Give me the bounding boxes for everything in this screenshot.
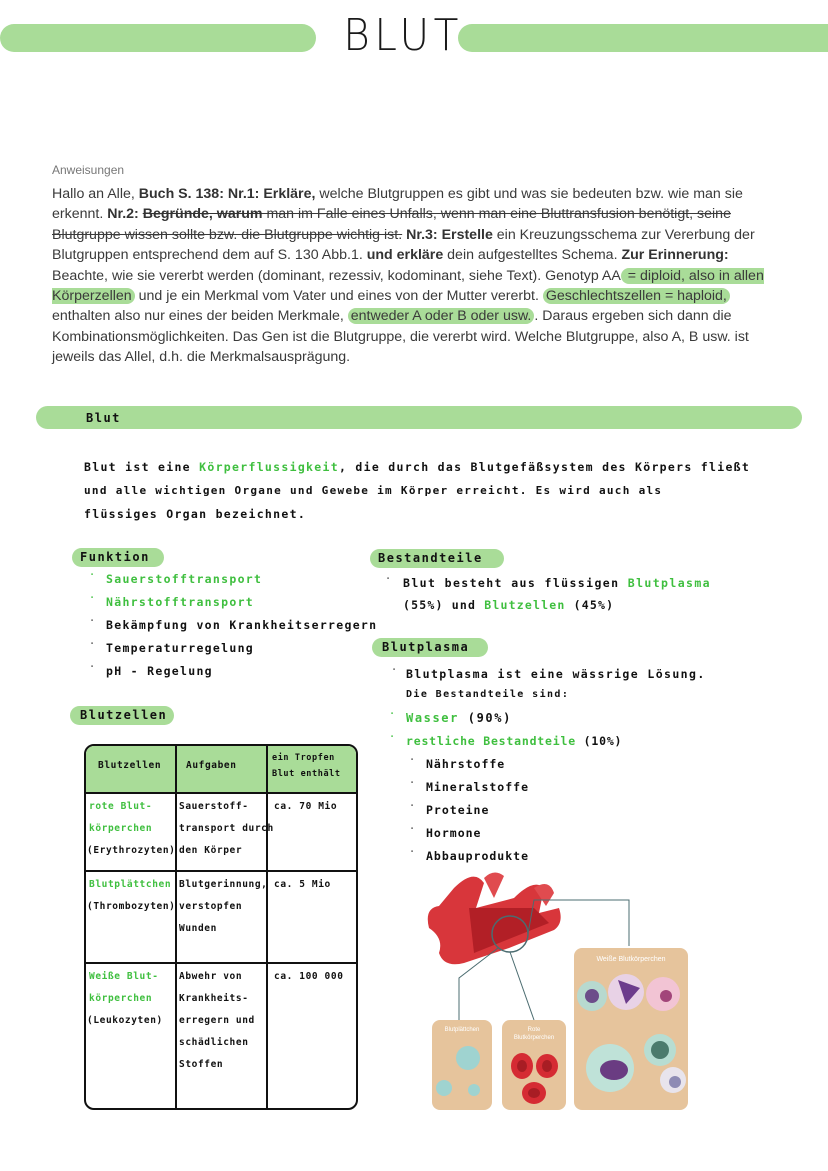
cell-count: ca. 100 000 (274, 971, 344, 982)
table-divider (86, 870, 356, 872)
cell-task: Sauerstoff- (179, 801, 249, 812)
blutplasma-title: Blutplasma (382, 640, 470, 654)
page-title: BLUT (343, 10, 464, 61)
bullet: · (390, 730, 395, 745)
plasma-subitem: Mineralstoffe (426, 780, 530, 794)
rest-line: restliche Bestandteile (10%) (406, 734, 623, 748)
header-bar-left (0, 24, 316, 52)
bullet: · (90, 568, 95, 583)
funktion-item: Sauerstofftransport (106, 572, 263, 586)
header-bar-right (458, 24, 828, 52)
table-header-cell: Blutzellen (98, 760, 162, 771)
table-header-cell: Aufgaben (186, 760, 237, 771)
highlight-haploid: Geschlechtszellen = haploid, (543, 288, 730, 304)
cell-count: ca. 5 Mio (274, 879, 331, 890)
cell-latin: (Leukozyten) (87, 1015, 163, 1026)
cell-task: transport durch (179, 823, 274, 834)
blutplasma-line-2: Die Bestandteile sind: (406, 689, 570, 700)
red-cells-label-2: Blutkörperchen (513, 1035, 555, 1041)
platelet-icon (456, 1046, 480, 1070)
cell-name: Weiße Blut- (89, 971, 159, 982)
cell-task: Stoffen (179, 1059, 224, 1070)
bullet: · (410, 822, 415, 837)
platelets-label: Blutplättchen (444, 1027, 480, 1033)
highlight-allele: entweder A oder B oder usw. (348, 308, 535, 324)
funktion-item: Temperaturregelung (106, 641, 255, 655)
table-divider (86, 962, 356, 964)
bullet: · (90, 614, 95, 629)
cell-task: den Körper (179, 845, 243, 856)
bullet: · (90, 591, 95, 606)
cell-task: schädlichen (179, 1037, 249, 1048)
intro-line-3: flüssiges Organ bezeichnet. (84, 507, 307, 521)
plasma-subitem: Abbauprodukte (426, 849, 530, 863)
bullet: · (410, 776, 415, 791)
bullet: · (90, 637, 95, 652)
cell-name: körperchen (89, 993, 153, 1004)
blutzellen-table (84, 744, 358, 1110)
wasser-line: Wasser (90%) (406, 711, 512, 725)
table-divider (86, 792, 356, 794)
bullet: · (386, 572, 391, 587)
cell-task: erregern und (179, 1015, 255, 1026)
bestandteile-line-1: Blut besteht aus flüssigen Blutplasma (403, 576, 711, 590)
cell-task: verstopfen (179, 901, 243, 912)
plasma-subitem: Hormone (426, 826, 482, 840)
cell-count: ca. 70 Mio (274, 801, 338, 812)
bestandteile-line-2: (55%) und Blutzellen (45%) (403, 598, 615, 612)
plasma-subitem: Proteine (426, 803, 490, 817)
bullet: · (410, 799, 415, 814)
plasma-subitem: Nährstoffe (426, 757, 506, 771)
cell-task: Abwehr von (179, 971, 243, 982)
blutplasma-line-1: Blutplasma ist eine wässrige Lösung. (406, 667, 706, 681)
instructions-text: Hallo an Alle, Buch S. 138: Nr.1: Erkläre, welche Blutgruppen es gibt und was sie bedeuten bzw. wie man sie erkennt. Nr.2: Begründe, warum man im Falle eines Unfalls, wenn man eine Bluttransfusion benötigt, seine Blutgruppe wissen sollte bzw. die Blutgruppe wichtig ist. Nr.3: Erstelle ein Kreuzungsschema zur Vererbung der Blutgruppen entsprechend dem auf S. 130 Abb.1. und erkläre dein aufgestelltes Schema. Zur Erinnerung: Beachte, wie sie vererbt werden (dominant, rezessiv, kodominant, siehe Text). Genotyp AA = diploid, also in allen Körperzellen und je ein Merkmal vom Vater und eines von der Mutter vererbt. Geschlechtszellen = haploid, enthalten also nur eines der beiden Merkmale, entweder A oder B oder usw. . Daraus ergeben sich dann die Kombinationsmöglichkeiten. Das Gen ist die Blutgruppe, die vererbt wird. Welche Blutgruppe, also A, B usw. ist jeweils das Allel, d.h. die Merkmalsausprägung. (52, 186, 764, 366)
cell-name: Blutplättchen (89, 879, 172, 890)
bestandteile-title: Bestandteile (378, 551, 483, 565)
bullet: · (410, 753, 415, 768)
platelet-icon (436, 1080, 452, 1096)
cell-task: Krankheits- (179, 993, 249, 1004)
funktion-title: Funktion (80, 550, 150, 564)
bullet: · (390, 707, 395, 722)
funktion-item: Bekämpfung von Krankheitserregern (106, 618, 378, 632)
intro-line-1: Blut ist eine Körperflussigkeit, die durch das Blutgefäßsystem des Körpers fließt (84, 460, 751, 474)
cell-latin: (Erythrozyten) (87, 845, 176, 856)
highlight-diploid: = diploid, also in allen Körperzellen (52, 267, 764, 305)
cell-name: rote Blut- (89, 801, 153, 812)
funktion-item: Nährstofftransport (106, 595, 255, 609)
cell-task: Wunden (179, 923, 217, 934)
connector-line (510, 952, 534, 1020)
bullet: · (90, 660, 95, 675)
cell-task: Blutgerinnung, (179, 879, 268, 890)
cell-name: körperchen (89, 823, 153, 834)
blutzellen-title: Blutzellen (80, 708, 168, 722)
funktion-item: pH - Regelung (106, 664, 213, 678)
intro-line-2: und alle wichtigen Organe und Gewebe im Körper erreicht. Es wird auch als (84, 484, 663, 497)
blood-cells-illustration (414, 868, 704, 1118)
table-divider (175, 746, 177, 1108)
red-cells-label-1: Rote (527, 1027, 541, 1033)
table-divider (266, 746, 268, 1108)
bullet: · (410, 845, 415, 860)
white-cells-label: Weiße Blutkörperchen (596, 956, 666, 963)
platelet-icon (468, 1084, 480, 1096)
table-header-cell: ein Tropfen Blut enthält (272, 753, 341, 779)
section-title: Blut (86, 411, 121, 425)
cell-latin: (Thrombozyten) (87, 901, 176, 912)
instructions-label: Anweisungen (52, 163, 125, 177)
bullet: · (392, 663, 397, 678)
section-bar (36, 406, 802, 429)
